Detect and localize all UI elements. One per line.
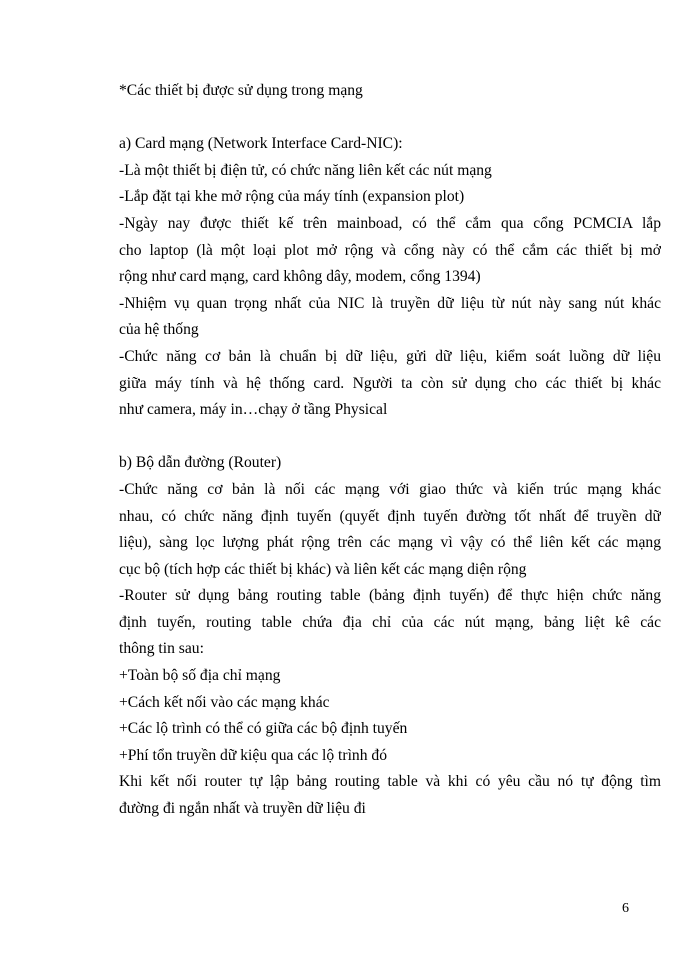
router-line: định tuyến, routing table chứa địa chỉ của các nút mạng, bảng liệt kê các bbox=[119, 613, 661, 631]
router-line: -Router sử dụng bảng routing table (bảng định tuyến) để thực hiện chức năng bbox=[119, 587, 661, 605]
nic-line: -Chức năng cơ bản là chuẩn bị dữ liệu, gửi dữ liệu, kiểm soát luồng dữ liệu bbox=[119, 347, 661, 365]
spacer bbox=[119, 424, 661, 451]
router-line: +Phí tổn truyền dữ kiệu qua các lộ trình đó bbox=[119, 746, 387, 764]
nic-section-title: a) Card mạng (Network Interface Card-NIC): bbox=[119, 135, 403, 153]
nic-line: cho laptop (là một loại plot mở rộng và cổng này có thể cắm các thiết bị mở bbox=[119, 241, 661, 259]
page-number: 6 bbox=[622, 901, 629, 916]
router-line: Khi kết nối router tự lập bảng routing table và khi có yêu cầu nó tự động tìm bbox=[119, 773, 661, 791]
router-line: -Chức năng cơ bản là nối các mạng với giao thức và kiến trúc mạng khác bbox=[119, 480, 661, 498]
router-section-title: b) Bộ dẫn đường (Router) bbox=[119, 454, 282, 472]
nic-line: -Nhiệm vụ quan trọng nhất của NIC là truyền dữ liệu từ nút này sang nút khác bbox=[119, 294, 661, 312]
spacer bbox=[119, 105, 661, 132]
nic-line: -Là một thiết bị điện tử, có chức năng liên kết các nút mạng bbox=[119, 161, 492, 179]
nic-line: -Lắp đặt tại khe mở rộng của máy tính (expansion plot) bbox=[119, 188, 465, 206]
router-line: +Các lộ trình có thể có giữa các bộ định tuyến bbox=[119, 720, 408, 738]
nic-line: của hệ thống bbox=[119, 321, 199, 339]
nic-line: -Ngày nay được thiết kế trên mainboad, có thể cắm qua cổng PCMCIA lắp bbox=[119, 214, 661, 232]
section-heading: *Các thiết bị được sử dụng trong mạng bbox=[119, 82, 363, 99]
router-line: thông tin sau: bbox=[119, 640, 204, 658]
router-line: cục bộ (tích hợp các thiết bị khác) và liên kết các mạng diện rộng bbox=[119, 560, 527, 578]
router-line: nhau, có chức năng định tuyến (quyết định tuyến đường tốt nhất để truyền dữ bbox=[119, 507, 661, 525]
router-line: +Cách kết nối vào các mạng khác bbox=[119, 693, 330, 711]
document-body bbox=[119, 78, 661, 823]
router-line: +Toàn bộ số địa chỉ mạng bbox=[119, 667, 281, 685]
router-line: liệu), sàng lọc lượng phát rộng trên các mạng vì vậy có thể liên kết các mạng bbox=[119, 534, 661, 552]
nic-line: như camera, máy in…chạy ở tầng Physical bbox=[119, 401, 388, 419]
nic-line: giữa máy tính và hệ thống card. Người ta còn sử dụng cho các thiết bị khác bbox=[119, 374, 661, 392]
router-line: đường đi ngắn nhất và truyền dữ liệu đi bbox=[119, 800, 366, 818]
nic-line: rộng như card mạng, card không dây, modem, cổng 1394) bbox=[119, 268, 481, 286]
